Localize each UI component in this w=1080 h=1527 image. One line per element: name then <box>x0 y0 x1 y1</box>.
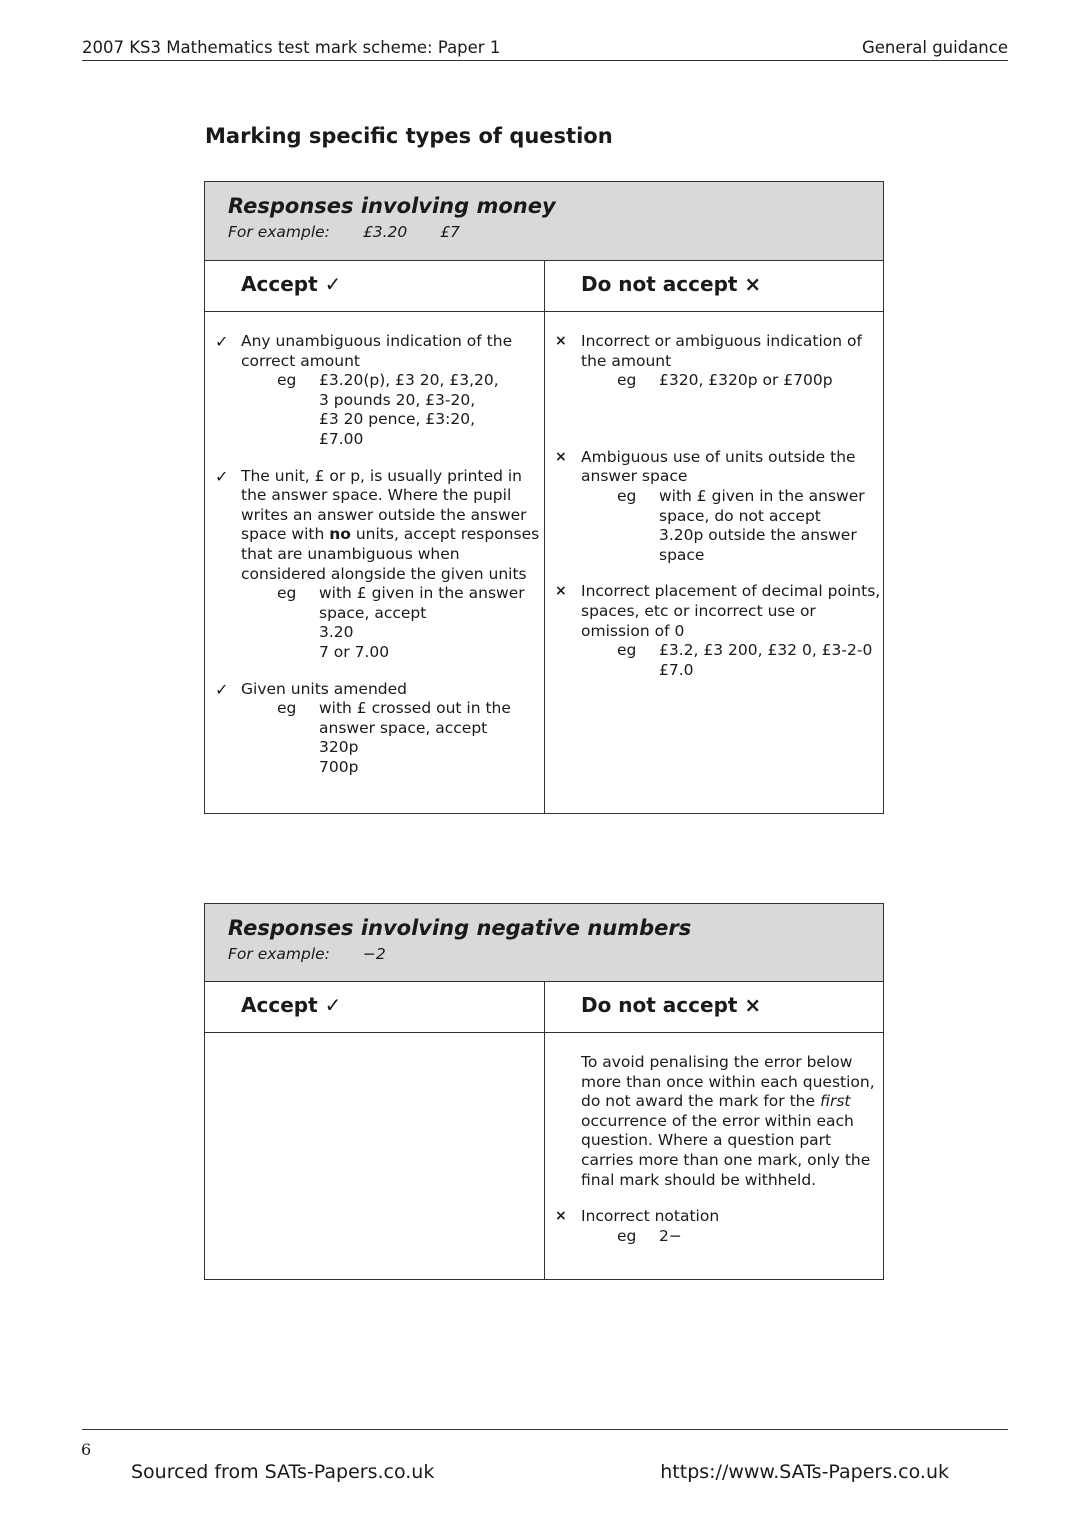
page-number: 6 <box>81 1440 92 1459</box>
reject-item <box>555 1207 883 1246</box>
eg-line: with £ crossed out in the <box>319 699 511 718</box>
eg-label: eg <box>277 371 297 390</box>
eg-line: £7.00 <box>319 429 364 448</box>
accept-item <box>215 680 544 778</box>
eg-line: 7 or 7.00 <box>319 642 390 661</box>
check-icon: ✓ <box>215 466 229 486</box>
item-text: The unit, £ or p, is usually printed in the answer space. Where the pupil writes an answer outside the answer space with no units, accept responses that are unambiguous when considered alongside the given units <box>241 466 540 583</box>
example-value: £3.20 <box>362 223 408 241</box>
eg-line: £3 20 pence, £3:20, <box>319 410 476 429</box>
cross-icon: × <box>555 448 567 465</box>
eg-label: eg <box>617 486 637 505</box>
eg-line: 320p <box>319 738 359 757</box>
example-label: For example: <box>228 223 330 241</box>
footer-source: Sourced from SATs-Papers.co.uk <box>131 1461 435 1483</box>
negative-table-header <box>205 904 883 982</box>
eg-line: 3 pounds 20, £3-20, <box>319 390 476 409</box>
money-table <box>204 181 884 814</box>
eg-label: eg <box>617 641 637 660</box>
example-value: −2 <box>362 945 386 963</box>
eg-label: eg <box>277 584 297 603</box>
accept-item <box>215 467 544 663</box>
eg-line: £3.20(p), £3 20, £3,20, <box>319 371 499 390</box>
reject-note: To avoid penalising the error below more than once within each question, do not award the mark for the first occurrence of the error within each question. Where a question part carries more than one mark, only the final mark should be withheld. <box>581 1053 875 1189</box>
item-text: Given units amended <box>241 679 407 698</box>
accept-column <box>205 982 544 1279</box>
example-value: £7 <box>440 223 460 241</box>
reject-heading: Do not accept × <box>545 982 883 1033</box>
reject-item <box>555 582 883 680</box>
item-text: Incorrect or ambiguous indication of the amount <box>581 332 862 370</box>
eg-line: 3.20p outside the answer <box>659 526 857 545</box>
eg-label: eg <box>617 1226 637 1245</box>
cross-icon: × <box>555 333 567 349</box>
section-title: Marking specific types of question <box>205 124 613 148</box>
reject-column <box>544 982 883 1279</box>
eg-line: space, accept <box>319 603 427 622</box>
money-table-header <box>205 182 883 261</box>
cross-icon: × <box>555 583 567 600</box>
item-text: Incorrect notation <box>581 1207 720 1226</box>
accept-item <box>215 332 544 450</box>
item-text: Incorrect placement of decimal points, spaces, etc or incorrect use or omission of 0 <box>581 582 881 640</box>
negative-table-examples <box>228 945 860 963</box>
accept-column <box>205 261 544 813</box>
eg-label: eg <box>617 371 637 390</box>
reject-heading: Do not accept × <box>545 261 883 312</box>
eg-line: 700p <box>319 757 359 776</box>
reject-item <box>555 448 883 566</box>
negative-table-title: Responses involving negative numbers <box>228 916 692 940</box>
accept-heading: Accept ✓ <box>205 261 544 312</box>
header-rule <box>82 60 1008 61</box>
footer-url[interactable]: https://www.SATs-Papers.co.uk <box>660 1461 949 1483</box>
eg-line: answer space, accept <box>319 718 488 737</box>
accept-heading: Accept ✓ <box>205 982 544 1033</box>
reject-column <box>544 261 883 813</box>
header-title: 2007 KS3 Mathematics test mark scheme: Paper 1 <box>82 38 501 57</box>
eg-line: space, do not accept <box>659 506 821 525</box>
eg-line: 2− <box>659 1226 682 1245</box>
item-text: Ambiguous use of units outside the answer space <box>581 447 856 486</box>
reject-item <box>555 332 883 391</box>
money-table-examples <box>228 223 860 241</box>
eg-line: with £ given in the answer <box>319 584 525 603</box>
eg-line: space <box>659 545 705 564</box>
eg-line: with £ given in the answer <box>659 486 865 505</box>
example-label: For example: <box>228 945 330 963</box>
footer-rule <box>82 1429 1008 1430</box>
item-text: Any unambiguous indication of the correct amount <box>241 332 513 370</box>
check-icon: ✓ <box>215 332 229 351</box>
eg-line: £320, £320p or £700p <box>659 371 833 390</box>
eg-line: £3.2, £3 200, £32 0, £3-2-0 <box>659 641 873 660</box>
money-table-title: Responses involving money <box>228 194 556 218</box>
negative-table <box>204 903 884 1280</box>
cross-icon: × <box>555 1208 567 1225</box>
eg-label: eg <box>277 699 297 718</box>
eg-line: 3.20 <box>319 623 354 642</box>
header-section: General guidance <box>861 38 1008 57</box>
eg-line: £7.0 <box>659 660 694 679</box>
check-icon: ✓ <box>215 679 229 699</box>
